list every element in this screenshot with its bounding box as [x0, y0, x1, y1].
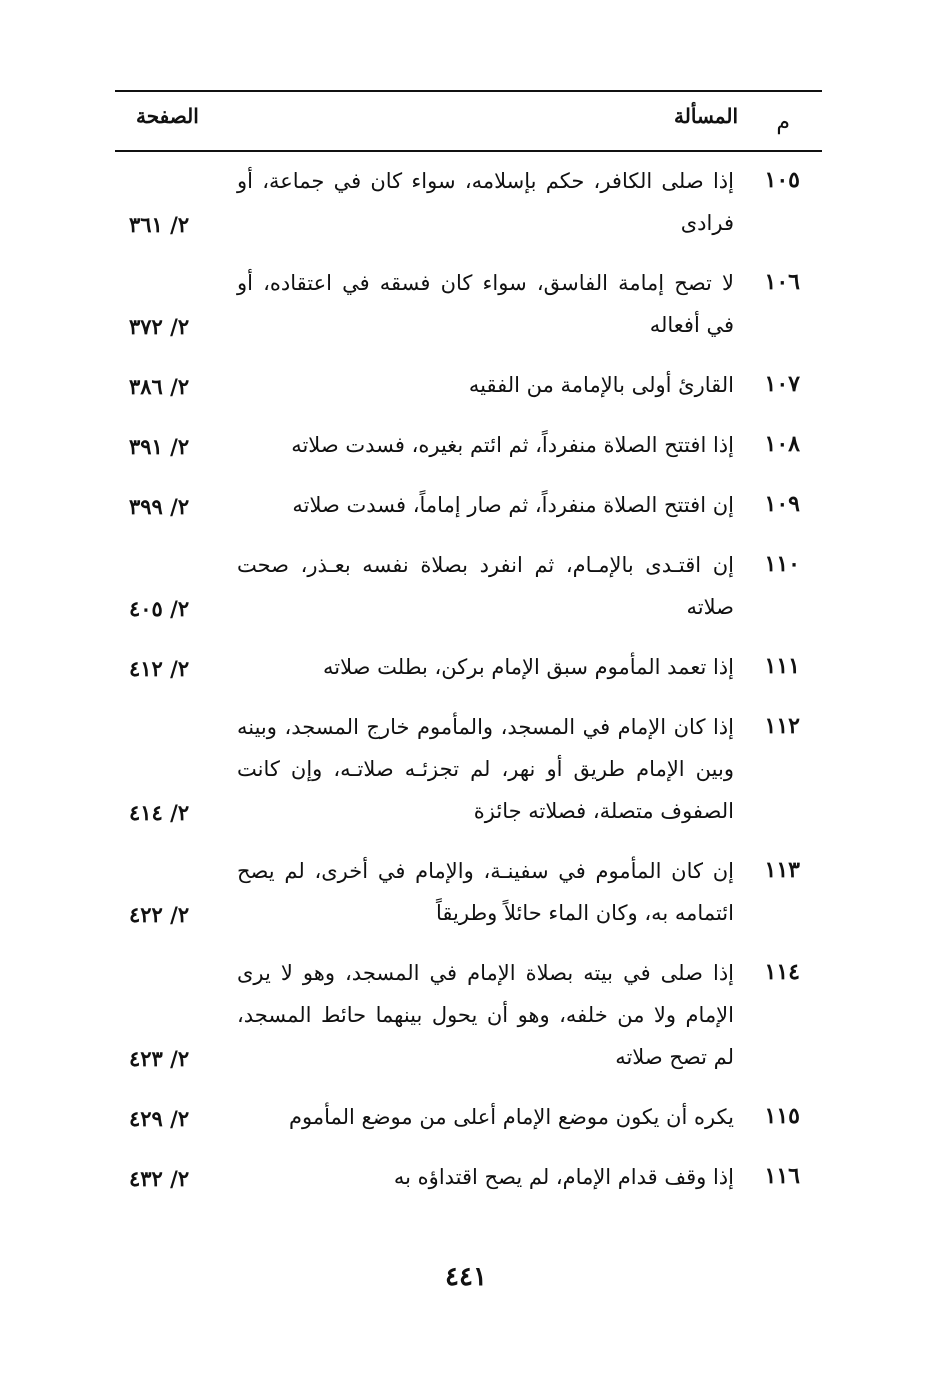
row-page-ref: ٢/ ٣٩٩ [129, 494, 190, 519]
index-table [115, 160, 822, 1216]
table-row [115, 544, 822, 628]
row-number: ١١٦ [764, 1163, 800, 1189]
row-page-ref: ٢/ ٤٠٥ [129, 596, 190, 621]
row-issue-text: إذا تعمد المأموم سبق الإمام بركن، بطلت صلاته [323, 655, 734, 679]
row-issue-text: إذا صلى في بيته بصلاة الإمام في المسجد، وهو لا يرى الإمام ولا من خلفه، وهو أن يحول بينهما حائط المسجد، لم تصح صلاته [237, 961, 734, 1069]
row-page-ref: ٢/ ٤٢٩ [129, 1106, 190, 1131]
row-number: ١١٤ [764, 959, 800, 985]
row-issue-text: إذا افتتح الصلاة منفرداً، ثم ائتم بغيره، فسدت صلاته [291, 433, 734, 457]
row-number: ١٠٥ [764, 167, 800, 193]
row-page-ref: ٢/ ٤٢٢ [129, 902, 190, 927]
row-issue-text: إن اقتـدى بالإمـام، ثم انفرد بصلاة نفسه بعـذر، صحت صلاته [237, 553, 734, 619]
header-page-label: الصفحة [136, 104, 199, 128]
table-row [115, 646, 822, 688]
row-page-ref: ٢/ ٤٢٣ [129, 1046, 190, 1071]
header-number-label: م [776, 110, 790, 135]
row-number: ١١٣ [764, 857, 800, 883]
row-number: ١٠٨ [764, 431, 800, 457]
row-page-ref: ٢/ ٤١٢ [129, 656, 190, 681]
row-number: ١١٠ [764, 551, 800, 577]
row-page-ref: ٢/ ٤١٤ [129, 800, 190, 825]
row-number: ١١٥ [764, 1103, 800, 1129]
row-issue-text: إذا صلى الكافر، حكم بإسلامه، سواء كان في جماعة، أو فرادى [237, 169, 734, 235]
table-row [115, 484, 822, 526]
row-number: ١٠٦ [764, 269, 800, 295]
row-number: ١٠٧ [764, 371, 800, 397]
row-page-ref: ٢/ ٣٩١ [129, 434, 190, 459]
header-bottom-rule [115, 150, 822, 152]
table-row [115, 850, 822, 934]
header-issue-label: المسألة [674, 104, 738, 128]
row-page-ref: ٢/ ٤٣٢ [129, 1166, 190, 1191]
table-top-rule [115, 90, 822, 92]
row-issue-text: القارئ أولى بالإمامة من الفقيه [468, 373, 734, 397]
table-row [115, 952, 822, 1078]
table-row [115, 1156, 822, 1198]
table-row [115, 364, 822, 406]
row-page-ref: ٢/ ٣٧٢ [129, 314, 190, 339]
row-page-ref: ٢/ ٣٦١ [129, 212, 190, 237]
table-row [115, 160, 822, 244]
table-row [115, 262, 822, 346]
row-issue-text: لا تصح إمامة الفاسق، سواء كان فسقه في اعتقاده، أو في أفعاله [237, 271, 734, 337]
page-number: ٤٤١ [445, 1262, 487, 1292]
row-number: ١١٢ [764, 713, 800, 739]
row-issue-text: إذا كان الإمام في المسجد، والمأموم خارج المسجد، وبينه وبين الإمام طريق أو نهر، لم تجزئـه صلاتـه، وإن كانت الصفوف متصلة، فصلاته جائزة [237, 715, 734, 823]
row-issue-text: إن كان المأموم في سفينـة، والإمام في أخرى، لم يصح ائتمامه به، وكان الماء حائلاً وطريقاً [237, 859, 734, 925]
table-row [115, 424, 822, 466]
row-issue-text: إن افتتح الصلاة منفرداً، ثم صار إماماً، فسدت صلاته [292, 493, 734, 517]
row-issue-text: يكره أن يكون موضع الإمام أعلى من موضع المأموم [289, 1105, 734, 1129]
row-issue-text: إذا وقف قدام الإمام، لم يصح اقتداؤه به [393, 1165, 734, 1189]
table-row [115, 1096, 822, 1138]
table-row [115, 706, 822, 832]
row-number: ١٠٩ [764, 491, 800, 517]
row-page-ref: ٢/ ٣٨٦ [129, 374, 190, 399]
row-number: ١١١ [764, 653, 800, 679]
